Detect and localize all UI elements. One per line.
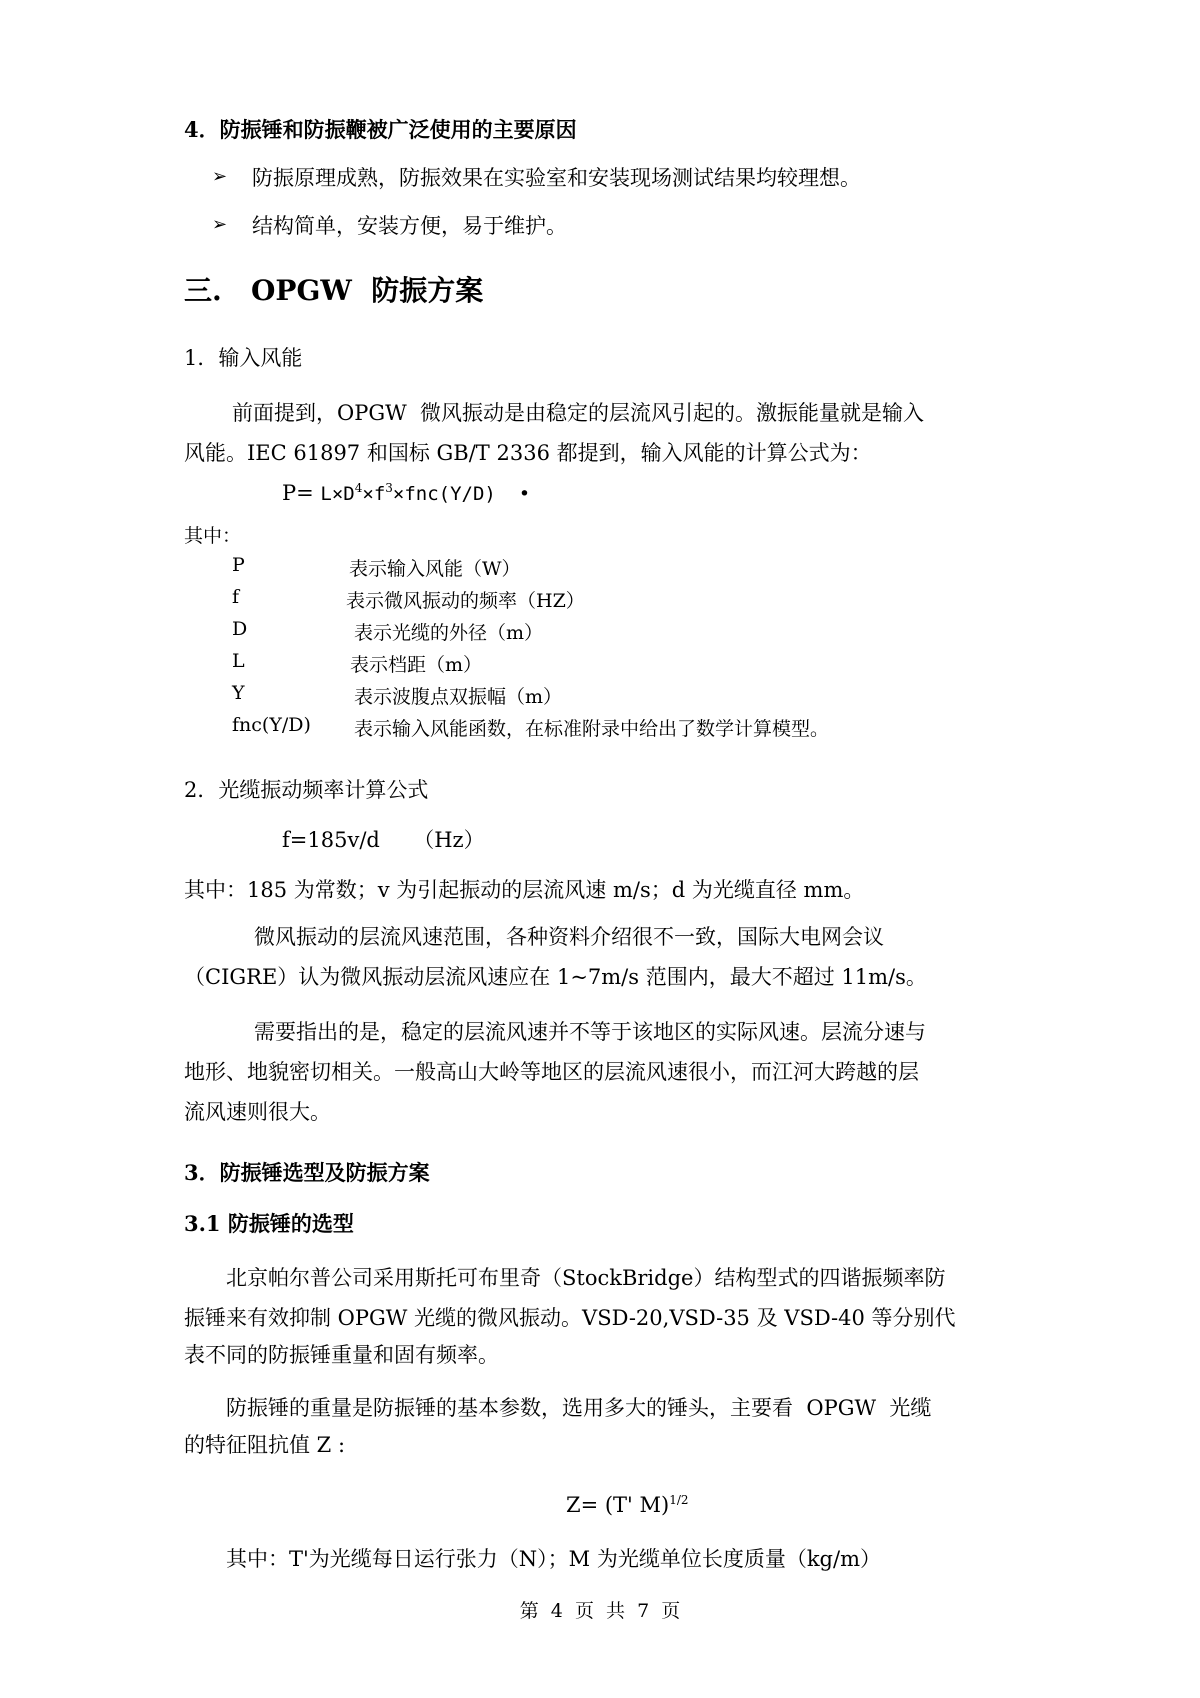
formula bbox=[282, 478, 530, 509]
definition-text: 表示波腹点双振幅（m） bbox=[354, 686, 563, 708]
chapter-heading: 三. OPGW 防振方案 bbox=[184, 274, 484, 307]
paragraph-line: 防振锤的重量是防振锤的基本参数，选用多大的锤头，主要看 OPGW 光缆 bbox=[226, 1396, 932, 1420]
formula-term: ×fnc(Y/D) • bbox=[392, 483, 531, 505]
paragraph-line: 其中：T'为光缆每日运行张力（N）；M 为光缆单位长度质量（kg/m） bbox=[226, 1547, 881, 1571]
formula: f=185v/d （Hz） bbox=[282, 828, 485, 852]
definition-text: 表示输入风能（W） bbox=[349, 558, 521, 580]
paragraph-line: 北京帕尔普公司采用斯托可布里奇（StockBridge）结构型式的四谐振频率防 bbox=[226, 1266, 946, 1290]
paragraph-line: 的特征阻抗值 Z : bbox=[184, 1433, 346, 1457]
bullet-text: 防振原理成熟，防振效果在实验室和安装现场测试结果均较理想。 bbox=[252, 166, 861, 190]
paragraph-line: 振锤来有效抑制 OPGW 光缆的微风振动。VSD-20,VSD-35 及 VSD-40 等分别代 bbox=[184, 1306, 956, 1330]
where-label: 其中： bbox=[184, 525, 242, 547]
paragraph-line: 风能。IEC 61897 和国标 GB/T 2336 都提到，输入风能的计算公式为： bbox=[184, 441, 872, 465]
definition-symbol: Y bbox=[232, 682, 245, 704]
paragraph-line: 流风速则很大。 bbox=[184, 1100, 331, 1124]
definition-text: 表示档距（m） bbox=[350, 654, 483, 676]
formula-term: ×f bbox=[362, 483, 386, 505]
paragraph-line: 前面提到，OPGW 微风振动是由稳定的层流风引起的。激振能量就是输入 bbox=[232, 401, 925, 425]
definition-symbol: fnc(Y/D) bbox=[232, 714, 311, 736]
paragraph-line: 需要指出的是，稳定的层流风速并不等于该地区的实际风速。层流分速与 bbox=[254, 1020, 926, 1044]
arrow-bullet-icon: ➢ bbox=[212, 166, 228, 187]
formula-lead: P= bbox=[282, 481, 314, 505]
section-heading: 4．防振锤和防振鞭被广泛使用的主要原因 bbox=[184, 117, 577, 142]
definition-text: 表示光缆的外径（m） bbox=[354, 622, 544, 644]
paragraph-line: （CIGRE）认为微风振动层流风速应在 1~7m/s 范围内，最大不超过 11m/s。 bbox=[184, 965, 927, 989]
bullet-text: 结构简单，安装方便，易于维护。 bbox=[252, 214, 567, 238]
definition-text: 表示输入风能函数，在标准附录中给出了数学计算模型。 bbox=[354, 718, 830, 740]
formula-exponent: 4 bbox=[354, 481, 363, 495]
formula bbox=[566, 1490, 689, 1520]
subsection-heading: 3.1 防振锤的选型 bbox=[184, 1211, 354, 1236]
paragraph-line: 地形、地貌密切相关。一般高山大岭等地区的层流风速很小，而江河大跨越的层 bbox=[184, 1060, 919, 1084]
formula-term: Z= (T' M) bbox=[566, 1493, 670, 1517]
definition-symbol: P bbox=[232, 554, 245, 576]
paragraph-line: 微风振动的层流风速范围，各种资料介绍很不一致，国际大电网会议 bbox=[254, 925, 884, 949]
subsection-heading: 2．光缆振动频率计算公式 bbox=[184, 778, 429, 802]
definition-symbol: D bbox=[232, 618, 248, 640]
formula-exponent: 1/2 bbox=[669, 1493, 689, 1507]
page-number: 第 4 页 共 7 页 bbox=[519, 1600, 681, 1622]
formula-exponent: 3 bbox=[385, 481, 393, 495]
definition-symbol: L bbox=[232, 650, 245, 672]
definition-symbol: f bbox=[232, 586, 240, 608]
formula-term: L×D bbox=[320, 483, 355, 505]
paragraph-line: 其中：185 为常数；v 为引起振动的层流风速 m/s；d 为光缆直径 mm。 bbox=[184, 878, 865, 902]
subsection-heading: 1．输入风能 bbox=[184, 346, 303, 370]
definition-text: 表示微风振动的频率（HZ） bbox=[346, 590, 585, 612]
subsection-heading: 3．防振锤选型及防振方案 bbox=[184, 1160, 430, 1185]
paragraph-line: 表不同的防振锤重量和固有频率。 bbox=[184, 1343, 499, 1367]
arrow-bullet-icon: ➢ bbox=[212, 214, 228, 235]
